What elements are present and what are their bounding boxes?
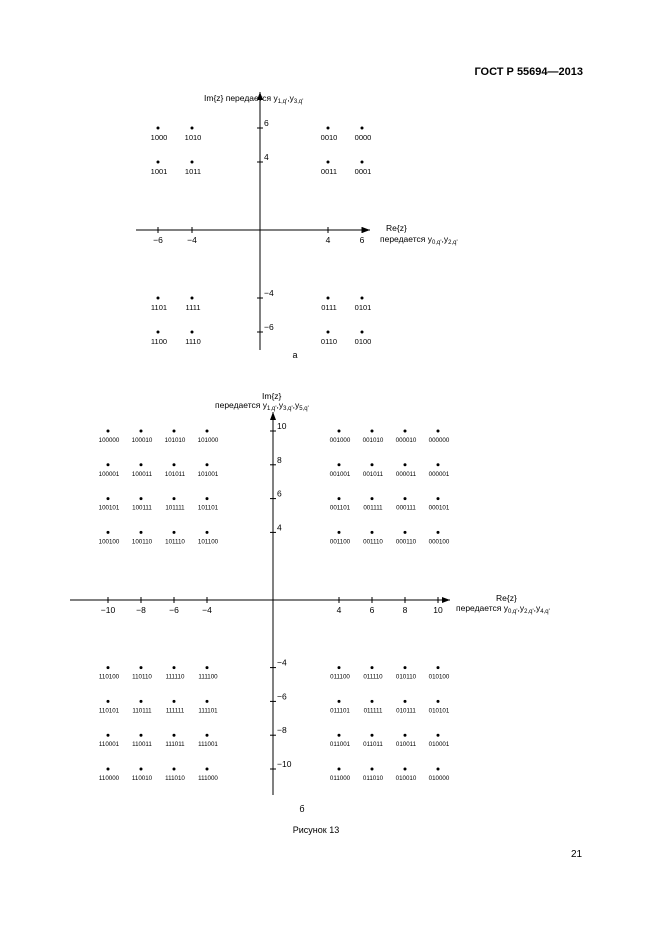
point-code: 001001 xyxy=(329,470,351,478)
constellation-point xyxy=(191,297,194,300)
constellation-point xyxy=(206,531,209,534)
point-code: 010010 xyxy=(395,775,417,782)
constellation-point xyxy=(338,531,341,534)
point-code: 001010 xyxy=(362,437,384,444)
point-code: 100000 xyxy=(98,437,120,444)
constellation-point xyxy=(404,700,407,703)
x-tick-label: −6 xyxy=(153,235,163,245)
x-tick-label: −8 xyxy=(136,605,146,615)
constellation-point xyxy=(327,161,330,164)
y-axis-caption: Im{z} передается $y_{1,q'},y_{3,q'}$ xyxy=(204,93,304,105)
y-axis-caption: передается $y_{1,q'},y_{3,q'},y_{5,q'}$ xyxy=(215,400,309,412)
y-tick-label: −8 xyxy=(277,725,287,736)
constellation-point xyxy=(437,497,440,500)
point-code: 1110 xyxy=(185,337,201,346)
x-axis-arrow xyxy=(442,597,450,603)
point-code: 0001 xyxy=(354,167,372,176)
y-tick-label: 4 xyxy=(264,152,269,162)
constellation-point xyxy=(327,331,330,334)
constellation-point xyxy=(338,430,341,433)
point-code: 100011 xyxy=(131,470,153,478)
constellation-point xyxy=(173,700,176,703)
y-tick-label: −4 xyxy=(277,657,287,668)
y-tick-label: 6 xyxy=(264,118,269,128)
constellation-point xyxy=(437,734,440,737)
x-tick-label: 4 xyxy=(336,605,342,615)
constellation-point xyxy=(206,768,209,771)
constellation-point xyxy=(173,531,176,534)
x-tick-label: 10 xyxy=(433,605,443,615)
constellation-point xyxy=(371,768,374,771)
point-code: 101011 xyxy=(164,470,186,478)
constellation-point xyxy=(437,430,440,433)
point-code: 111011 xyxy=(165,741,185,749)
point-code: 010101 xyxy=(428,707,450,715)
point-code: 0101 xyxy=(354,303,372,312)
point-code: 011011 xyxy=(363,741,383,749)
point-code: 1111 xyxy=(185,303,201,312)
constellation-point xyxy=(140,768,143,771)
constellation-point xyxy=(437,463,440,466)
constellation-point xyxy=(206,734,209,737)
point-code: 110101 xyxy=(98,707,120,715)
constellation-point xyxy=(157,331,160,334)
point-code: 0000 xyxy=(354,133,372,142)
constellation-point xyxy=(338,700,341,703)
point-code: 100100 xyxy=(98,538,120,546)
point-code: 111000 xyxy=(198,775,218,782)
constellation-point xyxy=(206,700,209,703)
constellation-point xyxy=(371,531,374,534)
point-code: 001011 xyxy=(362,470,384,478)
point-code: 101000 xyxy=(197,437,219,444)
standard-designation: ГОСТ Р 55694—2013 xyxy=(474,66,583,78)
constellation-point xyxy=(206,666,209,669)
point-code: 011111 xyxy=(363,707,383,715)
constellation-point xyxy=(361,297,364,300)
point-code: 011001 xyxy=(329,741,351,749)
point-code: 0110 xyxy=(320,337,338,346)
constellation-point xyxy=(173,430,176,433)
constellation-point xyxy=(107,734,110,737)
point-code: 001111 xyxy=(363,504,383,512)
point-code: 001000 xyxy=(329,437,351,444)
point-code: 010001 xyxy=(428,741,450,749)
point-code: 000111 xyxy=(396,504,416,512)
y-tick-label: 10 xyxy=(277,421,287,431)
point-code: 111101 xyxy=(198,707,218,715)
point-code: 110010 xyxy=(131,775,153,782)
point-code: 101100 xyxy=(197,538,219,546)
constellation-point xyxy=(404,734,407,737)
x-axis-label: Re{z} xyxy=(386,223,407,233)
point-code: 011101 xyxy=(330,707,350,715)
point-code: 111111 xyxy=(165,707,185,715)
constellation-point xyxy=(437,531,440,534)
y-tick-label: −4 xyxy=(264,288,274,298)
point-code: 000101 xyxy=(428,504,450,512)
constellation-point xyxy=(338,666,341,669)
point-code: 101010 xyxy=(164,437,186,444)
x-axis-arrow xyxy=(362,227,370,233)
point-code: 000100 xyxy=(428,538,450,546)
panel-label-a: а xyxy=(292,350,298,360)
point-code: 101101 xyxy=(197,504,219,512)
x-axis-caption: передается $y_{0,q'},y_{2,q'}$ xyxy=(380,234,458,246)
constellation-point xyxy=(371,700,374,703)
constellation-point xyxy=(338,497,341,500)
constellation-point xyxy=(371,666,374,669)
constellation-point xyxy=(140,666,143,669)
y-tick-label: −6 xyxy=(264,322,274,332)
constellation-point xyxy=(338,768,341,771)
point-code: 111110 xyxy=(165,673,185,681)
constellation-point xyxy=(437,700,440,703)
panel-label-b: б xyxy=(299,804,305,814)
constellation-point xyxy=(361,161,364,164)
constellation-point xyxy=(107,768,110,771)
point-code: 011110 xyxy=(363,673,383,681)
point-code: 1101 xyxy=(150,303,168,312)
constellation-point xyxy=(206,463,209,466)
point-code: 010111 xyxy=(396,707,416,715)
point-code: 111100 xyxy=(198,673,218,681)
x-tick-label: −10 xyxy=(100,605,116,615)
constellation-point xyxy=(404,666,407,669)
point-code: 110001 xyxy=(98,741,120,749)
constellation-point xyxy=(327,127,330,130)
constellation-point xyxy=(140,531,143,534)
constellation-point xyxy=(107,463,110,466)
y-tick-label: −6 xyxy=(277,691,287,702)
constellation-point xyxy=(107,666,110,669)
point-code: 010100 xyxy=(428,673,450,681)
point-code: 000110 xyxy=(395,538,417,546)
point-code: 001110 xyxy=(363,538,383,546)
point-code: 1001 xyxy=(150,167,168,176)
point-code: 000011 xyxy=(395,470,417,478)
constellation-point xyxy=(140,734,143,737)
y-tick-label: 4 xyxy=(277,522,282,533)
constellation-point xyxy=(338,463,341,466)
constellation-point xyxy=(107,497,110,500)
point-code: 1010 xyxy=(184,133,202,142)
point-code: 0100 xyxy=(354,337,372,346)
constellation-point xyxy=(437,666,440,669)
constellation-point xyxy=(371,463,374,466)
constellation-point xyxy=(361,127,364,130)
constellation-point xyxy=(404,430,407,433)
constellation-point xyxy=(107,531,110,534)
point-code: 101001 xyxy=(197,470,219,478)
point-code: 0010 xyxy=(320,133,338,142)
y-tick-label: 8 xyxy=(277,454,282,465)
y-tick-label: 6 xyxy=(277,488,282,499)
point-code: 101111 xyxy=(165,504,185,512)
point-code: 010000 xyxy=(428,775,450,782)
point-code: 1000 xyxy=(150,133,168,142)
point-code: 101110 xyxy=(165,538,185,546)
constellation-point xyxy=(371,497,374,500)
x-tick-label: −4 xyxy=(187,235,197,245)
point-code: 111001 xyxy=(198,741,218,749)
y-axis-label: Im{z} xyxy=(262,391,282,401)
point-code: 011100 xyxy=(330,673,350,681)
figure-caption: Рисунок 13 xyxy=(292,825,340,835)
point-code: 011010 xyxy=(362,775,384,782)
point-code: 100111 xyxy=(132,504,152,512)
point-code: 1011 xyxy=(184,167,202,176)
x-tick-label: 8 xyxy=(402,605,408,615)
constellation-point xyxy=(173,768,176,771)
point-code: 110110 xyxy=(132,673,152,681)
constellation-point xyxy=(206,430,209,433)
point-code: 110011 xyxy=(132,741,152,749)
point-code: 111010 xyxy=(165,775,185,782)
x-tick-label: −4 xyxy=(202,605,212,615)
constellation-point xyxy=(157,127,160,130)
point-code: 010110 xyxy=(395,673,417,681)
page-number: 21 xyxy=(571,849,583,860)
point-code: 100110 xyxy=(131,538,153,546)
point-code: 000000 xyxy=(428,437,450,444)
point-code: 100010 xyxy=(131,437,153,444)
point-code: 100001 xyxy=(98,470,120,478)
point-code: 1100 xyxy=(150,337,168,346)
constellation-point xyxy=(437,768,440,771)
constellation-point xyxy=(404,497,407,500)
point-code: 000010 xyxy=(395,437,417,444)
x-tick-label: −6 xyxy=(169,605,179,615)
constellation-point xyxy=(107,700,110,703)
y-axis-arrow xyxy=(270,412,276,420)
point-code: 001100 xyxy=(329,538,351,546)
constellation-point xyxy=(371,430,374,433)
constellation-point xyxy=(191,331,194,334)
x-tick-label: 4 xyxy=(325,235,331,245)
constellation-point xyxy=(157,161,160,164)
constellation-point xyxy=(173,734,176,737)
y-tick-label: −10 xyxy=(277,759,292,769)
constellation-point xyxy=(140,700,143,703)
constellation-point xyxy=(107,430,110,433)
constellation-point xyxy=(361,331,364,334)
x-axis-label: Re{z} xyxy=(496,593,517,603)
point-code: 011000 xyxy=(329,775,351,782)
constellation-point xyxy=(140,463,143,466)
point-code: 110000 xyxy=(98,775,120,782)
constellation-point xyxy=(173,666,176,669)
x-axis-caption: передается $y_{0,q'},y_{2,q'},y_{4,q'}$ xyxy=(456,603,550,615)
constellation-point xyxy=(371,734,374,737)
point-code: 0011 xyxy=(320,167,338,176)
constellation-point xyxy=(327,297,330,300)
constellation-point xyxy=(338,734,341,737)
point-code: 110100 xyxy=(98,673,120,681)
constellation-point xyxy=(173,497,176,500)
constellation-point xyxy=(157,297,160,300)
point-code: 100101 xyxy=(98,504,120,512)
x-tick-label: 6 xyxy=(369,605,375,615)
x-tick-label: 6 xyxy=(359,235,365,245)
constellation-point xyxy=(191,127,194,130)
point-code: 010011 xyxy=(395,741,417,749)
point-code: 000001 xyxy=(428,470,450,478)
point-code: 0111 xyxy=(321,303,337,312)
point-code: 110111 xyxy=(132,707,152,715)
constellation-point xyxy=(140,497,143,500)
point-code: 001101 xyxy=(329,504,351,512)
constellation-point xyxy=(173,463,176,466)
constellation-point xyxy=(404,531,407,534)
constellation-point xyxy=(140,430,143,433)
constellation-point xyxy=(404,463,407,466)
constellation-point xyxy=(191,161,194,164)
constellation-point xyxy=(404,768,407,771)
constellation-point xyxy=(206,497,209,500)
